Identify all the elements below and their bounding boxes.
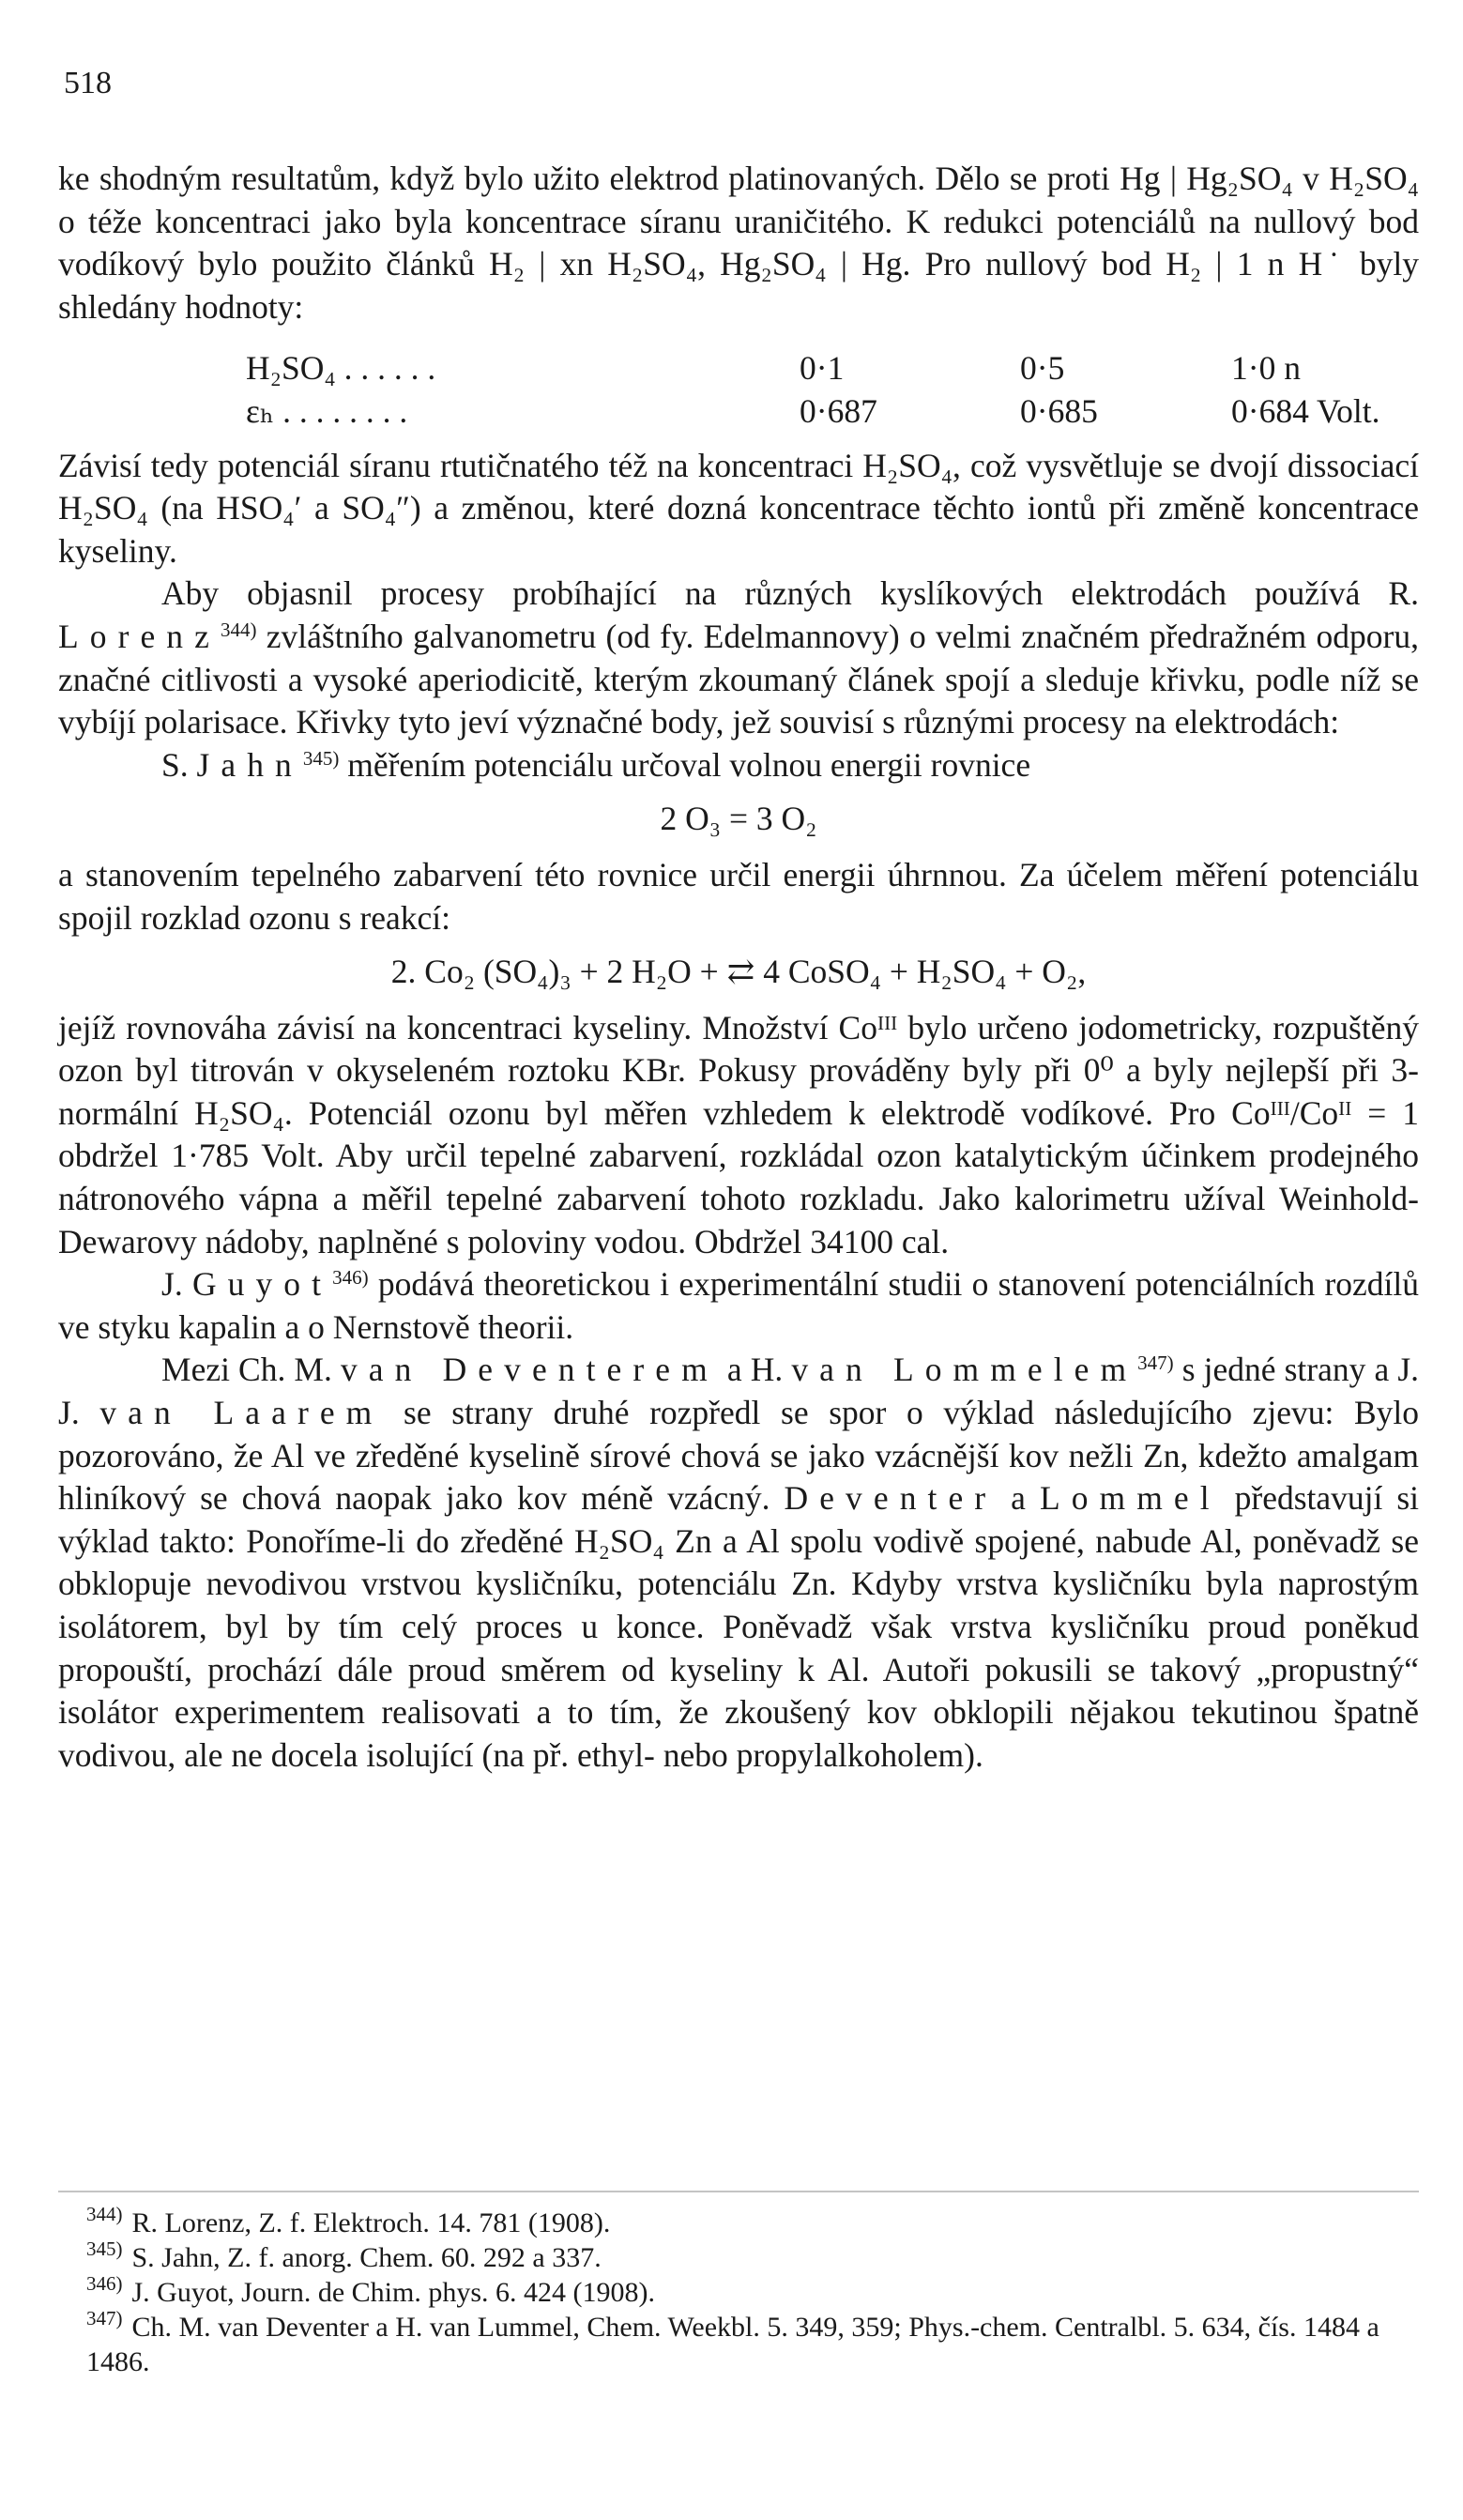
text-span: měřením potenciálu určoval volnou energii rovnice (347, 745, 1031, 784)
footnote-mark: 345) (86, 2237, 123, 2260)
text-span: Mezi Ch. M. (161, 1351, 332, 1389)
paragraph-lorenz (58, 573, 1419, 743)
footnote (86, 2272, 1419, 2310)
footnote-ref: 346) (332, 1266, 369, 1290)
paragraph-after-eq1: a stanovením tepelného zabarvení této rovnice určil energii úhrnnou. Za účelem měření potenciálu spojil rozklad ozonu s reakcí: (58, 855, 1419, 937)
table-cell: 0·5 (1020, 349, 1065, 388)
text-span: Aby objasnil procesy probíhající na různých kyslíkových elektrodách používá R. (161, 574, 1419, 613)
text-span: a (1011, 1479, 1026, 1518)
text-span: zvláštního galvanometru (od fy. Edelmannovy) o velmi značném předražném odporu, značné citlivosti a vysoké aperiodicitě, kterým zkoumaný článek spojí a sleduje křivku, podle níž se vybíjí polarisace. Křivky tyto jeví význačné body, jež souvisí s různými procesy na elektrodách: (58, 617, 1419, 741)
paragraph-intro: ke shodným resultatům, když bylo užito elektrod platinovaných. Dělo se proti Hg | Hg₂SO₄ v H₂SO₄ o téže koncentraci jako byla koncentrace síranu uraničitého. K redukci potenciálů na nullový bod vodíkový bylo použito článků H₂ | xn H₂SO₄, Hg₂SO₄ | Hg. Pro nullový bod H₂ | 1 n H˙ byly shledány hodnoty: (58, 160, 1419, 326)
table-cell: 0·1 (800, 349, 845, 388)
text-span: S. (161, 745, 189, 784)
footnote-text: R. Lorenz, Z. f. Elektroch. 14. 781 (1908). (131, 2207, 611, 2238)
footnote (86, 2237, 1419, 2275)
values-table (58, 347, 1419, 433)
paragraph-guyot (58, 1263, 1419, 1349)
author-name: Lommel (1039, 1479, 1221, 1518)
page-number: 518 (64, 66, 112, 100)
footnote (86, 2203, 1419, 2240)
author-name: Jahn (196, 745, 303, 784)
table-cell: 1·0 n (1231, 349, 1301, 388)
body-text (58, 158, 1419, 1777)
footnote-ref: 345) (302, 746, 340, 770)
author-name: van Deventerem (340, 1351, 719, 1389)
footnote-mark: 344) (86, 2203, 123, 2225)
text-span: se strany druhé rozpředl se spor o výklad následujícího zjevu: Bylo pozorováno, že Al ve zředěné kyselině sírové chová se jako vzácnější kov nežli Zn, kdežto amalgam hliníkový se chová naopak jako kov méně vzácný. (58, 1394, 1420, 1518)
text-span: s jedné strany a J. J. (58, 1351, 1420, 1432)
table-row-label: H₂SO₄ . . . . . . (246, 349, 436, 388)
footnote-text: S. Jahn, Z. f. anorg. Chem. 60. 292 a 337. (131, 2242, 602, 2273)
author-name: van Laarem (99, 1394, 384, 1432)
text-span: představují si výklad takto: Ponoříme-li do zředěné H₂SO₄ Zn a Al spolu vodivě spojené, nabude Al, poněvadž se obklopuje nevodivou vrstvou kysličníku, potenciálu Zn. Kdyby vrstva kysličníku byla naprostým isolátorem, byl by tím celý proces u konce. Poněvadž však vrstva kysličníku proud poněkud propouští, prochází dále proud směrem od kyseliny k Al. Autoři pokusili se takový „propustný“ isolátor experimentem realisovati a to tím, že zkoušený kov obklopili nějakou tekutinou špatně vodivou, ale ne docela isolující (na př. ethyl- nebo propylalkoholem). (58, 1479, 1420, 1774)
author-name: Guyot (191, 1265, 333, 1304)
footnote-ref: 347) (1137, 1352, 1174, 1375)
footnote-mark: 347) (86, 2307, 123, 2329)
equation-reaction: 2. Co₂ (SO₄)₃ + 2 H₂O + ⇄ 4 CoSO₄ + H₂SO₄ + O₂, (390, 953, 1087, 991)
paragraph-deventer (58, 1349, 1419, 1777)
author-name: Lorenz (58, 617, 221, 655)
text-span: J. (161, 1265, 183, 1304)
footnote-text: J. Guyot, Journ. de Chim. phys. 6. 424 (1908). (131, 2277, 655, 2308)
footnotes (86, 2203, 1419, 2379)
equation-ozone: 2 O₃ = 3 O₂ (660, 800, 817, 838)
footnote-ref: 344) (220, 618, 257, 641)
table-row-label: εₕ . . . . . . . . (246, 391, 408, 430)
footnote-text: Ch. M. van Deventer a H. van Lummel, Chem. Weekbl. 5. 349, 359; Phys.-chem. Centralbl. 5. 634, čís. 1484 a 1486. (86, 2312, 1379, 2377)
footnote (86, 2307, 1419, 2379)
paragraph-after-eq2: jejíž rovnováha závisí na koncentraci kyseliny. Množství Coᴵᴵᴵ bylo určeno jodometricky, rozpuštěný ozon byl titrován v okyseleném roztoku KBr. Pokusy prováděny byly při 0⁰ a byly nejlepší při 3-normální H₂SO₄. Potenciál ozonu byl měřen vzhledem k elektrodě vodíkové. Pro Coᴵᴵᴵ/Coᴵᴵ = 1 obdržel 1·785 Volt. Aby určil tepelné zabarvení, rozkládal ozon katalytickým účinkem prodejného nátronového vápna a měřil tepelné zabarvení tohoto rozkladu. Jako kalorimetru užíval Weinhold-Dewarovy nádoby, naplněné s poloviny vodou. Obdržel 34100 cal. (58, 1008, 1419, 1260)
table-cell: 0·687 (800, 391, 877, 430)
footnote-mark: 346) (86, 2272, 123, 2295)
text-span: podává theoretickou i experimentální studii o stanovení potenciálních rozdílů ve styku kapalin a o Nernstově theorii. (58, 1265, 1419, 1346)
author-name: van Lommelem (791, 1351, 1138, 1389)
author-name: Deventer (784, 1479, 998, 1518)
paragraph-jahn (58, 744, 1419, 787)
footnote-divider (58, 2191, 1419, 2192)
table-cell: 0·685 (1020, 391, 1098, 430)
table-cell: 0·684 Volt. (1231, 391, 1380, 430)
paragraph-dissociation: Závisí tedy potenciál síranu rtutičnatého též na koncentraci H₂SO₄, což vysvětluje se dvojí dissociací H₂SO₄ (na HSO₄′ a SO₄″) a změnou, které dozná koncentrace těchto iontů při změně koncentrace kyseliny. (58, 446, 1419, 570)
text-span: a H. (726, 1351, 784, 1389)
